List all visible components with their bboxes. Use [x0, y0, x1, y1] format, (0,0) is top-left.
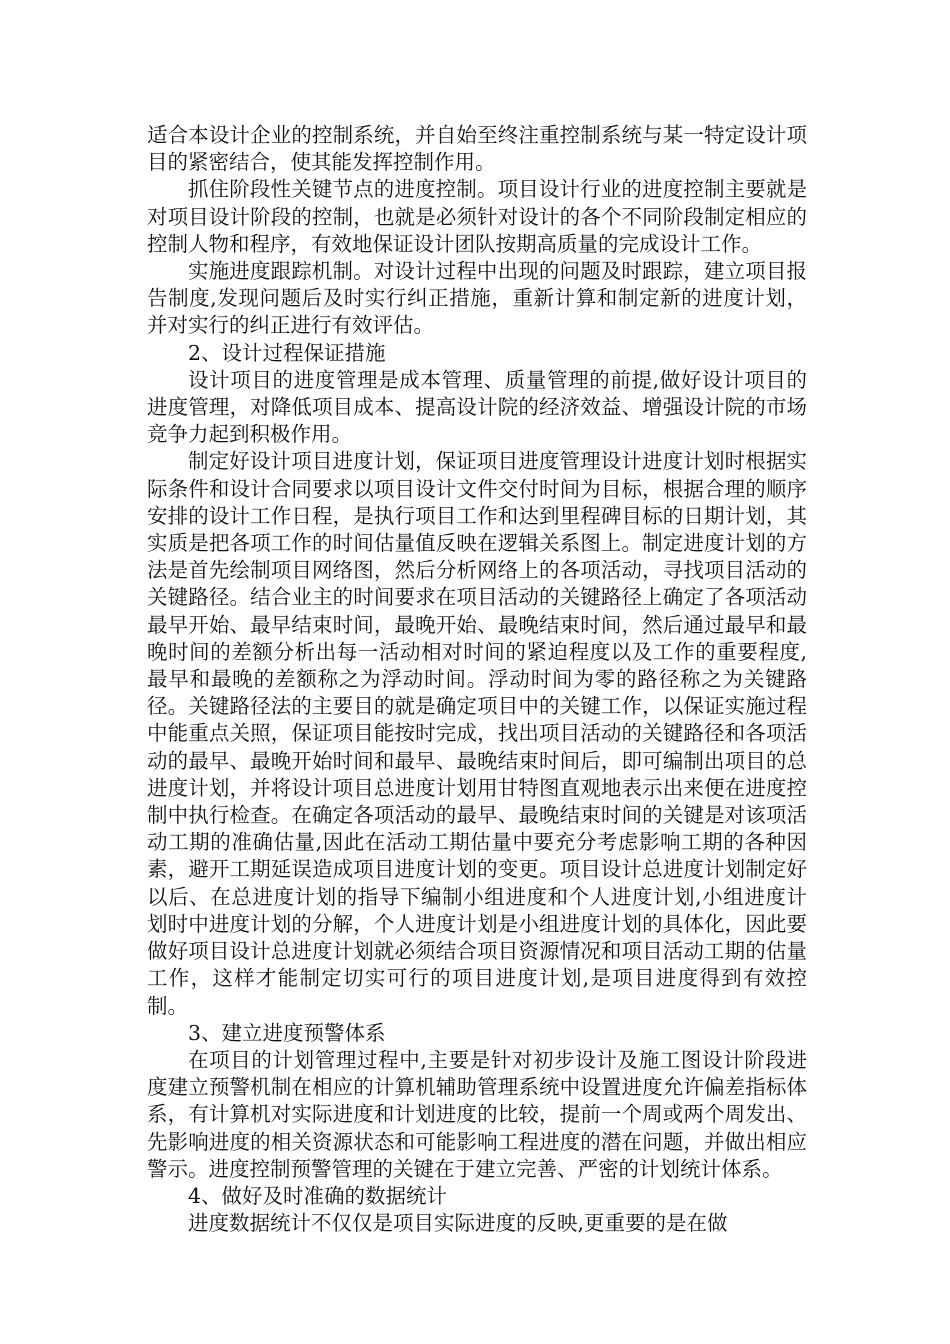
paragraph-7: 进度数据统计不仅仅是项目实际进度的反映,更重要的是在做 [188, 1211, 728, 1236]
paragraph-1: 适合本设计企业的控制系统，并自始至终注重控制系统与某一特定设计项目的紧密结合，使其能发挥控制作用。 [147, 123, 807, 175]
section-heading-4: 4、做好及时准确的数据统计 [188, 1183, 448, 1208]
paragraph-3: 实施进度跟踪机制。对设计过程中出现的问题及时跟踪，建立项目报告制度,发现问题后及时实行纠正措施，重新计算和制定新的进度计划，并对实行的纠正进行有效评估。 [147, 259, 807, 338]
paragraph-5: 制定好设计项目进度计划，保证项目进度管理设计进度计划时根据实际条件和设计合同要求以项目设计文件交付时间为目标，根据合理的顺序安排的设计工作日程，是执行项目工作和达到里程碑目标的日期计划，其实质是把各项工作的时间估量值反映在逻辑关系图上。制定进度计划的方法是首先绘制项目网络图，然后分析网络上的各项活动，寻找项目活动的关键路径。结合业主的时间要求在项目活动的关键路径上确定了各项活动最早开始、最早结束时间，最晚开始、最晚结束时间，然后通过最早和最晚时间的差额分析出每一活动相对时间的紧迫程度以及工作的重要程度,最早和最晚的差额称之为浮动时间。浮动时间为零的路径称之为关键路径。关键路径法的主要目的就是确定项目中的关键工作，以保证实施过程中能重点关照，保证项目能按时完成，找出项目活动的关键路径和各项活动的最早、最晚开始时间和最早、最晚结束时间后，即可编制出项目的总进度计划，并将设计项目总进度计划用甘特图直观地表示出来便在进度控制中执行检查。在确定各项活动的最早、最晚结束时间的关键是对该项活动工期的准确估量,因此在活动工期估量中要充分考虑影响工期的各种因素，避开工期延误造成项目进度计划的变更。项目设计总进度计划制定好以后、在总进度计划的指导下编制小组进度和个人进度计划,小组进度计划时中进度计划的分解，个人进度计划是小组进度计划的具体化，因此要做好项目设计总进度计划就必须结合项目资源情况和项目活动工期的估量工作，这样才能制定切实可行的项目进度计划,是项目进度得到有效控制。 [147, 449, 807, 1018]
paragraph-6: 在项目的计划管理过程中,主要是针对初步设计及施工图设计阶段进度建立预警机制在相应的计算机辅助管理系统中设置进度允许偏差指标体系，有计算机对实际进度和计划进度的比较，提前一个周或两个周发出、先影响进度的相关资源状态和可能影响工程进度的潜在问题，并做出相应警示。进度控制预警管理的关键在于建立完善、严密的计划统计体系。 [147, 1047, 807, 1181]
document-body [147, 122, 807, 1237]
paragraph-4: 设计项目的进度管理是成本管理、质量管理的前提,做好设计项目的进度管理，对降低项目成本、提高设计院的经济效益、增强设计院的市场竞争力起到积极作用。 [147, 367, 807, 447]
section-heading-2: 2、设计过程保证措施 [188, 340, 386, 365]
section-heading-3: 3、建立进度预警体系 [188, 1020, 386, 1045]
paragraph-2: 抓住阶段性关键节点的进度控制。项目设计行业的进度控制主要就是对项目设计阶段的控制，也就是必须针对设计的各个不同阶段制定相应的控制人物和程序，有效地保证设计团队按期高质量的完成设计工作。 [147, 177, 807, 256]
